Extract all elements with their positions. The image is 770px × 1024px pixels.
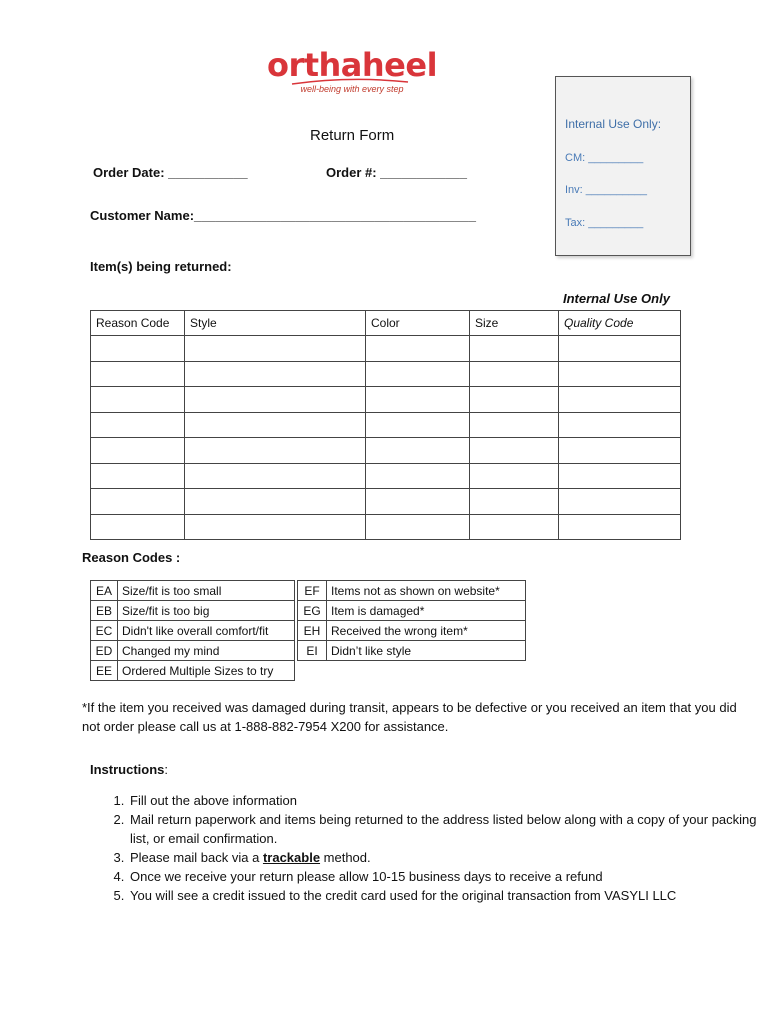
tax-field[interactable]: Tax: _________: [565, 217, 644, 229]
table-row: [91, 412, 681, 438]
header-size: Size: [470, 311, 559, 336]
table-cell[interactable]: [559, 463, 681, 489]
reason-code-row: [91, 641, 295, 661]
code-description: Items not as shown on website*: [327, 581, 526, 601]
table-cell[interactable]: [366, 361, 470, 387]
table-cell[interactable]: [559, 412, 681, 438]
table-cell[interactable]: [559, 336, 681, 362]
table-cell[interactable]: [185, 463, 366, 489]
header-quality-code: Quality Code: [559, 311, 681, 336]
internal-use-column-label: Internal Use Only: [563, 291, 670, 306]
table-cell[interactable]: [470, 412, 559, 438]
code-cell: EA: [91, 581, 118, 601]
table-cell[interactable]: [91, 336, 185, 362]
table-cell[interactable]: [366, 514, 470, 540]
table-cell[interactable]: [366, 336, 470, 362]
damage-note: *If the item you received was damaged during transit, appears to be defective or you received an item that you did not order please call us at 1-888-882-7954 X200 for assistance.: [82, 700, 737, 734]
items-table-header: [91, 311, 681, 336]
table-row: [91, 463, 681, 489]
code-cell: EB: [91, 601, 118, 621]
table-cell[interactable]: [185, 387, 366, 413]
list-item: 4. Once we receive your return please allow 10-15 business days to receive a refund: [128, 867, 768, 886]
customer-name-field[interactable]: Customer Name:_______________________________________: [90, 208, 476, 223]
code-cell: EC: [91, 621, 118, 641]
table-cell[interactable]: [470, 438, 559, 464]
reason-codes-table-left: [90, 580, 295, 681]
reason-codes-table-right: [297, 580, 526, 661]
table-cell[interactable]: [185, 489, 366, 515]
logo-tagline: well-being with every step: [300, 84, 404, 94]
instructions-label-text: Instructions: [90, 762, 165, 777]
code-description: Received the wrong item*: [327, 621, 526, 641]
table-cell[interactable]: [366, 438, 470, 464]
table-cell[interactable]: [470, 514, 559, 540]
code-cell: EI: [298, 641, 327, 661]
code-cell: EF: [298, 581, 327, 601]
table-cell[interactable]: [366, 489, 470, 515]
reason-code-row: [298, 621, 526, 641]
table-row: [91, 361, 681, 387]
table-cell[interactable]: [185, 412, 366, 438]
order-date-field[interactable]: Order Date: ___________: [93, 165, 248, 180]
page-title: Return Form: [310, 127, 395, 144]
instructions-label: [90, 762, 168, 777]
code-description: Ordered Multiple Sizes to try: [118, 661, 295, 681]
header-style: Style: [185, 311, 366, 336]
table-row: [91, 489, 681, 515]
code-cell: EE: [91, 661, 118, 681]
table-cell[interactable]: [91, 514, 185, 540]
table-row: [91, 514, 681, 540]
items-table: [90, 310, 681, 540]
reason-code-row: [91, 621, 295, 641]
reason-code-row: [298, 601, 526, 621]
step-text-after: method.: [320, 850, 371, 865]
code-cell: ED: [91, 641, 118, 661]
reason-code-row: [91, 581, 295, 601]
instructions-list: [90, 791, 768, 905]
code-description: Changed my mind: [118, 641, 295, 661]
table-cell[interactable]: [470, 489, 559, 515]
items-returned-label: Item(s) being returned:: [90, 259, 232, 274]
table-row: [91, 387, 681, 413]
internal-use-box: [555, 76, 691, 256]
code-description: Item is damaged*: [327, 601, 526, 621]
table-cell[interactable]: [366, 463, 470, 489]
table-cell[interactable]: [470, 387, 559, 413]
table-cell[interactable]: [185, 514, 366, 540]
table-cell[interactable]: [559, 387, 681, 413]
code-description: Size/fit is too small: [118, 581, 295, 601]
reason-code-row: [298, 581, 526, 601]
table-cell[interactable]: [470, 361, 559, 387]
internal-use-title: Internal Use Only:: [565, 117, 662, 131]
table-cell[interactable]: [470, 463, 559, 489]
table-cell[interactable]: [185, 361, 366, 387]
header-color: Color: [366, 311, 470, 336]
order-number-field[interactable]: Order #: ____________: [326, 165, 467, 180]
table-cell[interactable]: [185, 336, 366, 362]
header-reason-code: Reason Code: [91, 311, 185, 336]
list-item: [128, 848, 768, 867]
table-cell[interactable]: [366, 412, 470, 438]
table-cell[interactable]: [470, 336, 559, 362]
table-row: [91, 336, 681, 362]
table-cell[interactable]: [91, 463, 185, 489]
list-item: 5. You will see a credit issued to the credit card used for the original transaction from VASYLI LLC: [128, 886, 768, 905]
step-text-before: Please mail back via a: [130, 850, 263, 865]
table-cell[interactable]: [559, 361, 681, 387]
inv-field[interactable]: Inv: __________: [565, 184, 647, 196]
cm-field[interactable]: CM: _________: [565, 152, 644, 164]
code-cell: EH: [298, 621, 327, 641]
table-cell[interactable]: [91, 489, 185, 515]
table-row: [91, 438, 681, 464]
code-description: Didn't like overall comfort/fit: [118, 621, 295, 641]
table-cell[interactable]: [559, 514, 681, 540]
reason-codes-label: Reason Codes :: [82, 550, 181, 565]
table-cell[interactable]: [91, 412, 185, 438]
code-description: Didn’t like style: [327, 641, 526, 661]
trackable-emphasis: trackable: [262, 850, 321, 865]
code-description: Size/fit is too big: [118, 601, 295, 621]
brand-logo: orthaheel: [266, 46, 438, 84]
table-cell[interactable]: [559, 438, 681, 464]
reason-code-row: [91, 601, 295, 621]
table-cell[interactable]: [91, 387, 185, 413]
list-item: 1. Fill out the above information: [128, 791, 768, 810]
list-item: 2. Mail return paperwork and items being returned to the address listed below along with a copy of your packing list, or email confirmation.: [128, 810, 768, 848]
instructions-label-colon: :: [164, 762, 169, 777]
reason-code-row: [298, 641, 526, 661]
table-cell[interactable]: [91, 361, 185, 387]
reason-code-row: [91, 661, 295, 681]
table-cell[interactable]: [366, 387, 470, 413]
code-cell: EG: [298, 601, 327, 621]
table-cell[interactable]: [559, 489, 681, 515]
table-cell[interactable]: [91, 438, 185, 464]
table-cell[interactable]: [185, 438, 366, 464]
